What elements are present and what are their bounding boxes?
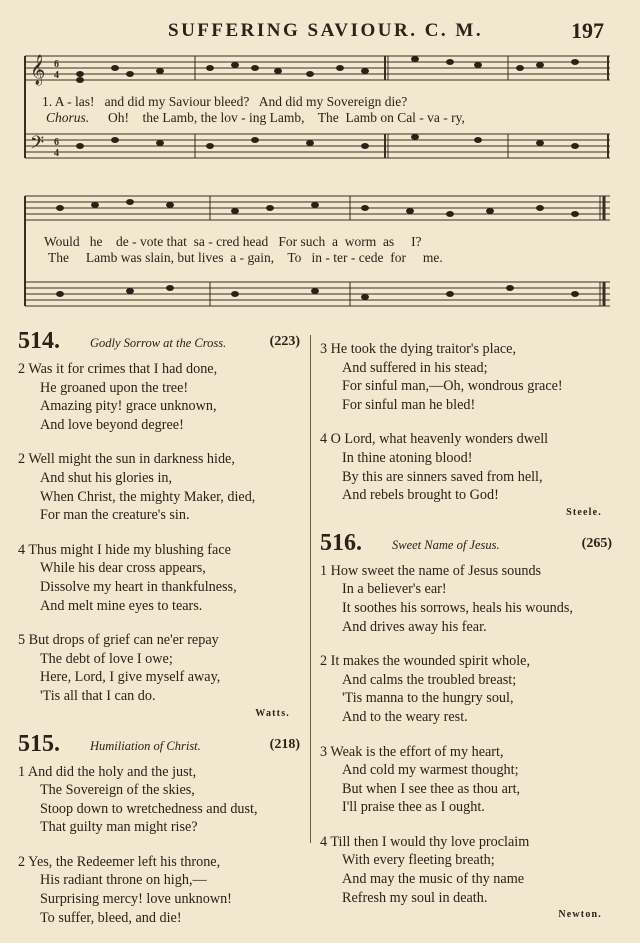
page-header [0,18,640,46]
stanza [320,743,612,817]
stanza [18,763,300,837]
verse-line: When Christ, the mighty Maker, died, [40,488,256,505]
chorus-label-1: Chorus. [46,110,90,125]
verse-line: And melt mine eyes to tears. [40,597,203,614]
verse-line: And suffered in his stead; [342,359,488,376]
hymn-516-heading [320,530,612,562]
hymn-515-heading [18,731,300,763]
music-system-2 [20,186,610,316]
verse-line: His radiant throne on high,— [40,872,207,889]
right-column [320,340,612,932]
music-system-1 [20,50,610,170]
verse-line: Amazing pity! grace unknown, [40,398,217,415]
svg-text:4: 4 [54,70,59,81]
hymn-number: 516. [320,529,362,556]
stanza [18,631,300,705]
lyric-verse-2: Would he de - vote that sa - cred head For such a worm as I? [44,234,422,249]
verse-line: For sinful man he bled! [342,396,476,413]
stanza [18,450,300,524]
verse-line: 4 O Lord, what heavenly wonders dwell [320,431,549,448]
hymn-author: Newton. [558,909,602,921]
verse-line: Here, Lord, I give myself away, [40,669,221,686]
verse-line: 2 It makes the wounded spirit whole, [320,653,531,670]
lyric-chorus-2: The Lamb was slain, but lives a - gain, To in - ter - cede for me. [48,250,443,265]
left-column [18,328,300,943]
hymn-author: Watts. [255,707,290,719]
hymn-514-heading [18,328,300,360]
hymn-subject: Godly Sorrow at the Cross. [90,336,227,350]
verse-line: 'Tis all that I can do. [40,687,156,704]
verse-line: 4 Thus might I hide my blushing face [18,541,231,558]
verse-line: The Sovereign of the skies, [40,782,195,799]
verse-line: 2 Yes, the Redeemer left his throne, [18,853,221,870]
column-divider [310,335,311,843]
stanza [320,562,612,636]
verse-line: And drives away his fear. [342,618,487,635]
verse-line: For sinful man,—Oh, wondrous grace! [342,378,563,395]
hymn-subject: Humiliation of Christ. [90,738,201,753]
hymn-tune-ref: (265) [581,535,612,551]
verse-line: And may the music of thy name [342,871,525,888]
hymn-number: 515. [18,730,60,757]
lyric-chorus-1: Oh! the Lamb, the lov - ing Lamb, The Lamb on Cal - va - ry, [108,110,465,125]
verse-line: 2 Was it for crimes that I had done, [18,361,218,377]
stanza [320,340,612,414]
lyric-verse-1: 1. A - las! and did my Saviour bleed? And did my Sovereign die? [42,94,408,109]
verse-line: In thine atoning blood! [342,449,473,466]
verse-line: And calms the troubled breast; [342,671,517,688]
stanza [18,853,300,927]
verse-line: And shut his glories in, [40,469,173,486]
verse-line: 5 But drops of grief can ne'er repay [18,632,219,649]
stanza [18,360,300,434]
verse-line: And rebels brought to God! [342,487,499,504]
verse-line: With every fleeting breath; [342,852,495,869]
verse-line: 4 Till then I would thy love proclaim [320,833,530,850]
verse-line: But when I see thee as thou art, [342,780,521,797]
verse-line: 1 And did the holy and the just, [18,763,197,780]
svg-text:𝄢: 𝄢 [30,133,45,158]
hymn-number: 514. [18,328,60,354]
verse-line: Stoop down to wretchedness and dust, [40,800,258,817]
verse-line: Dissolve my heart in thankfulness, [40,578,237,595]
verse-line: By this are sinners saved from hell, [342,468,543,485]
verse-line: And love beyond degree! [40,416,184,433]
verse-line: To suffer, bleed, and die! [40,909,182,926]
verse-line: 2 Well might the sun in darkness hide, [18,451,235,468]
verse-line: He groaned upon the tree! [40,379,189,396]
verse-line: 3 He took the dying traitor's place, [320,341,517,357]
stanza [320,430,612,504]
verse-line: In a believer's ear! [342,581,447,598]
svg-text:4: 4 [54,148,59,159]
verse-line: It soothes his sorrows, heals his wounds, [342,599,573,616]
verse-line: And to the weary rest. [342,708,468,725]
verse-line: And cold my warmest thought; [342,762,519,779]
stanza [320,833,612,907]
verse-line: The debt of love I owe; [40,650,173,667]
verse-line: 3 Weak is the effort of my heart, [320,743,504,760]
page-number: 197 [571,18,604,43]
svg-text:6: 6 [54,137,59,148]
verse-line: 'Tis manna to the hungry soul, [342,690,514,707]
verse-line: That guilty man might rise? [40,819,198,836]
verse-line: Surprising mercy! love unknown! [40,891,232,908]
stanza [18,541,300,615]
verse-line: 1 How sweet the name of Jesus sounds [320,562,542,579]
tune-title: SUFFERING SAVIOUR. C. M. [168,20,484,41]
svg-text:6: 6 [54,59,59,70]
hymn-tune-ref: (218) [269,736,300,752]
hymn-tune-ref: (223) [269,334,300,349]
verse-line: Refresh my soul in death. [342,889,488,906]
verse-line: While his dear cross appears, [40,560,206,577]
stanza [320,652,612,726]
hymn-subject: Sweet Name of Jesus. [392,537,500,552]
hymn-author: Steele. [566,506,602,518]
svg-text:𝄞: 𝄞 [30,55,46,85]
verse-line: For man the creature's sin. [40,507,190,524]
verse-line: I'll praise thee as I ought. [342,799,485,816]
